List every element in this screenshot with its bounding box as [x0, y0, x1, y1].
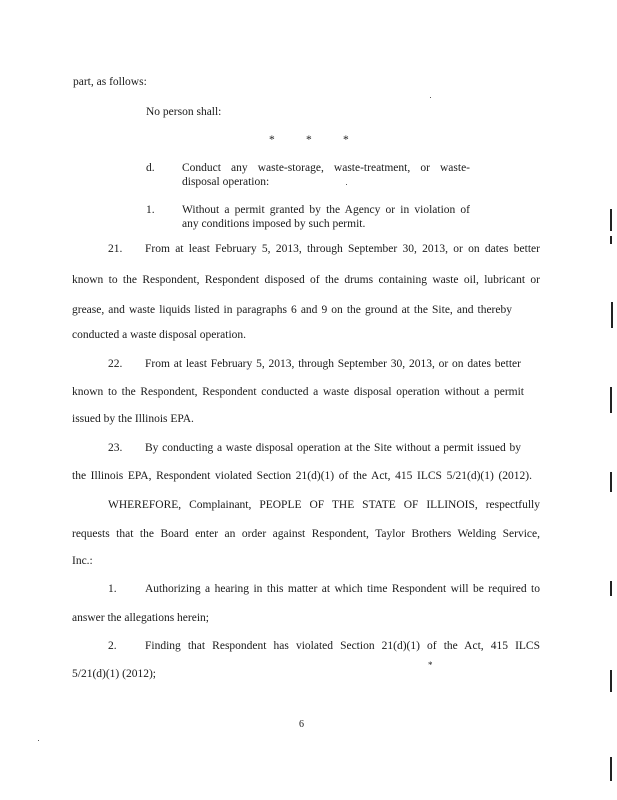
- paragraph-22-line3: issued by the Illinois EPA.: [72, 413, 194, 425]
- paragraph-21-line2: known to the Respondent, Respondent disposed of the drums containing waste oil, lubricant or: [72, 274, 540, 286]
- wherefore-line2: requests that the Board enter an order against Respondent, Taylor Brothers Welding Service,: [72, 528, 540, 540]
- scan-margin-mark: [611, 302, 613, 328]
- paragraph-21-line1: From at least February 5, 2013, through September 30, 2013, or on dates better: [145, 243, 540, 255]
- scan-speck: [38, 740, 39, 741]
- ellipsis-star-1: *: [269, 134, 275, 146]
- paragraph-21-number: 21.: [108, 243, 123, 255]
- item-d-line1: Conduct any waste-storage, waste-treatment, or waste-: [182, 162, 470, 174]
- scan-margin-mark: [610, 670, 612, 692]
- item-1-label: 1.: [146, 204, 155, 216]
- scan-margin-mark: [610, 472, 612, 492]
- relief-1-line2: answer the allegations herein;: [72, 612, 209, 624]
- paragraph-22-number: 22.: [108, 358, 123, 370]
- relief-2-line2: 5/21(d)(1) (2012);: [72, 668, 156, 680]
- page-number: 6: [299, 719, 304, 730]
- scan-margin-mark: [610, 236, 612, 244]
- item-1-line1: Without a permit granted by the Agency or in violation of: [182, 204, 470, 216]
- quote-lead: No person shall:: [146, 106, 222, 118]
- item-d-label: d.: [146, 162, 155, 174]
- wherefore-line1: WHEREFORE, Complainant, PEOPLE OF THE STATE OF ILLINOIS, respectfully: [108, 499, 540, 511]
- paragraph-22-line2: known to the Respondent, Respondent conducted a waste disposal operation without a permit: [72, 386, 524, 398]
- scan-speck: [430, 97, 431, 98]
- ellipsis-star-2: *: [306, 134, 312, 146]
- paragraph-23-number: 23.: [108, 442, 123, 454]
- paragraph-22-line1: From at least February 5, 2013, through September 30, 2013, or on dates better: [145, 358, 521, 370]
- paragraph-21-line3: grease, and waste liquids listed in paragraphs 6 and 9 on the ground at the Site, and thereby: [72, 304, 512, 316]
- paragraph-23-line1: By conducting a waste disposal operation at the Site without a permit issued by: [145, 442, 521, 454]
- scan-margin-mark: [610, 581, 612, 596]
- paragraph-21-line4: conducted a waste disposal operation.: [72, 329, 247, 341]
- scan-margin-mark: [610, 757, 612, 781]
- relief-1-line1: Authorizing a hearing in this matter at which time Respondent will be required to: [145, 583, 540, 595]
- relief-2-line1: Finding that Respondent has violated Section 21(d)(1) of the Act, 415 ILCS: [145, 640, 540, 652]
- scan-margin-mark: [610, 209, 612, 231]
- item-1-line2: any conditions imposed by such permit.: [182, 218, 366, 230]
- scan-speck: [346, 184, 347, 185]
- relief-1-number: 1.: [108, 583, 117, 595]
- ellipsis-star-3: *: [343, 134, 349, 146]
- wherefore-line3: Inc.:: [72, 555, 93, 567]
- relief-2-number: 2.: [108, 640, 117, 652]
- paragraph-23-line2: the Illinois EPA, Respondent violated Section 21(d)(1) of the Act, 415 ILCS 5/21(d)(1) (2012).: [72, 470, 532, 482]
- intro-line: part, as follows:: [73, 76, 147, 88]
- stray-asterisk: *: [428, 660, 433, 670]
- item-d-line2: disposal operation:: [182, 176, 270, 188]
- scan-margin-mark: [610, 387, 612, 413]
